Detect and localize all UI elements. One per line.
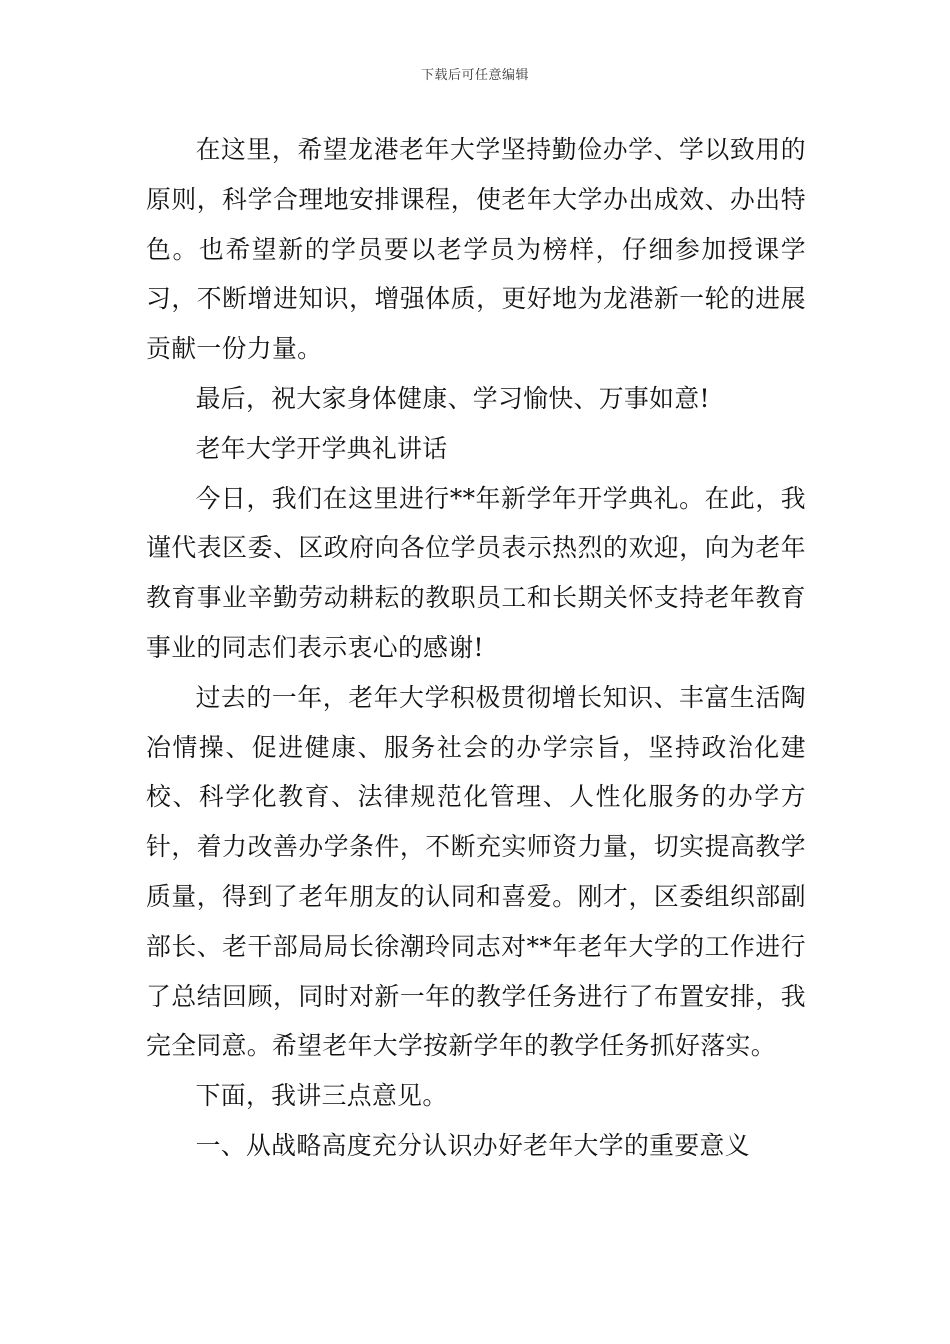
page-header-note: 下载后可任意编辑 bbox=[420, 68, 529, 83]
paragraph-past-year-review: 过去的一年，老年大学积极贯彻增长知识、丰富生活陶冶情操、促进健康、服务社会的办学宗旨，坚持政治化建校、科学化教育、法律规范化管理、人性化服务的办学方针，着力改善办学条件，不断充实师资力量，切实提高教学质量，得到了老年朋友的认同和喜爱。刚才，区委组织部副部长、老干部局局长徐潮玲同志对**年老年大学的工作进行了总结回顾，同时对新一年的教学任务进行了布置安排，我完全同意。希望老年大学按新学年的教学任务抓好落实。 bbox=[146, 682, 806, 1061]
paragraph-point-one-heading: 一、从战略高度充分认识办好老年大学的重要意义 bbox=[195, 1130, 750, 1160]
paragraph-welcome: 今日，我们在这里进行**年新学年开学典礼。在此，我谨代表区委、区政府向各位学员表示热烈的欢迎，向为老年教育事业辛勤劳动耕耘的教职员工和长期关怀支持老年教育事业的同志们表示衷心的感谢! bbox=[146, 483, 806, 662]
paragraph-closing-hope: 在这里，希望龙港老年大学坚持勤俭办学、学以致用的原则，科学合理地安排课程，使老年大学办出成效、办出特色。也希望新的学员要以老学员为榜样，仔细参加授课学习，不断增进知识，增强体质，更好地为龙港新一轮的进展贡献一份力量。 bbox=[146, 135, 806, 364]
paragraph-best-wishes: 最后，祝大家身体健康、学习愉快、万事如意! bbox=[195, 383, 710, 413]
section-title-speech: 老年大学开学典礼讲话 bbox=[195, 433, 448, 463]
paragraph-three-points-intro: 下面，我讲三点意见。 bbox=[195, 1081, 448, 1111]
document-body bbox=[146, 125, 806, 1171]
